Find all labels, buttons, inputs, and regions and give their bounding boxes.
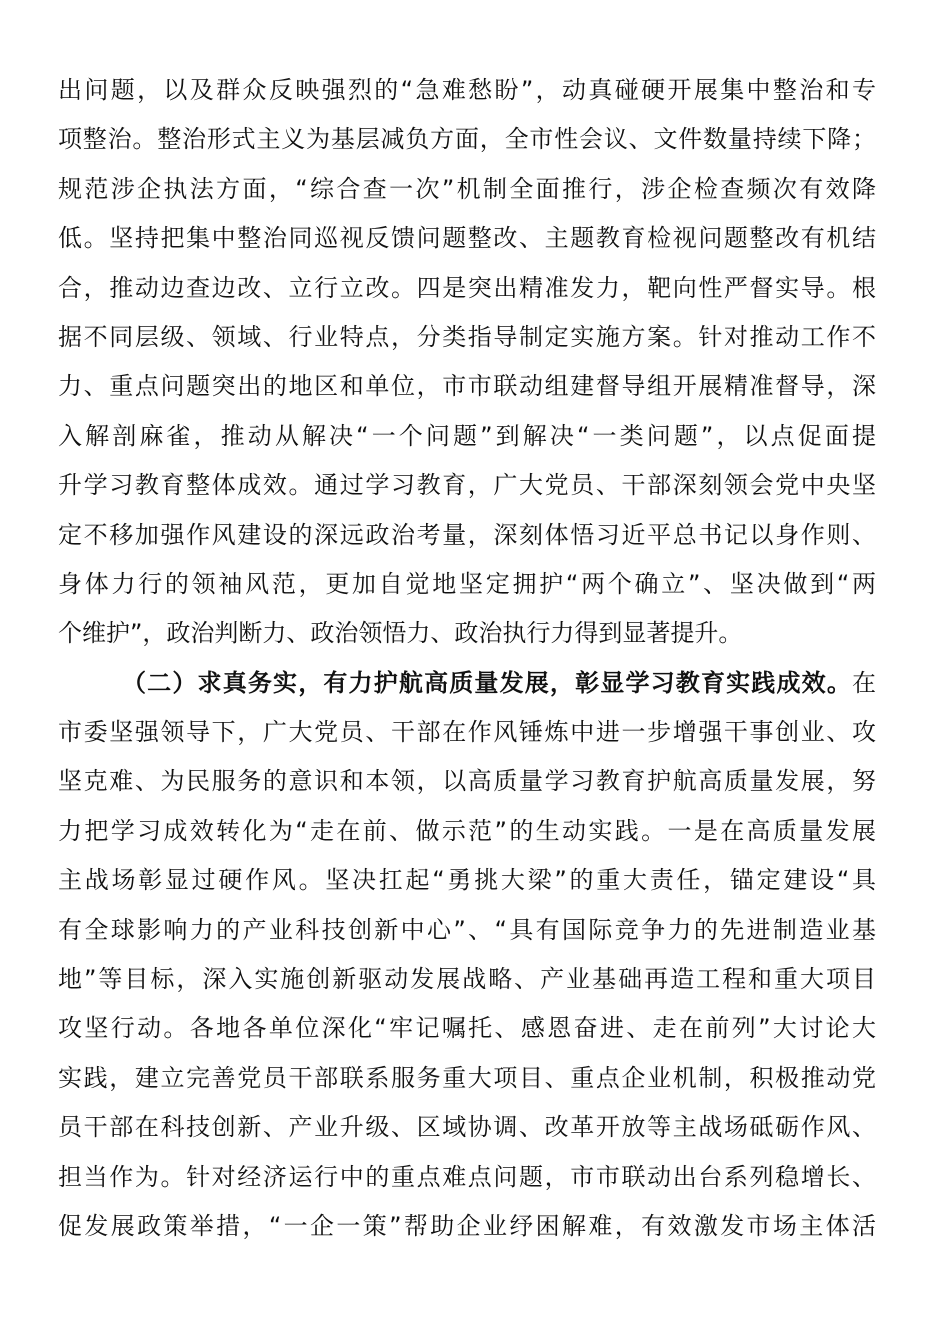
text-line: 规范涉企执法方面，“综合查一次”机制全面推行，涉企检查频次有效降 [58,174,876,203]
text-line: 升学习教育整体成效。通过学习教育，广大党员、干部深刻领会党中央坚 [58,471,876,500]
paragraph-2 [58,659,876,1252]
section-heading-line [58,659,876,708]
text-line: 定不移加强作风建设的深远政治考量，深刻体悟习近平总书记以身作则、 [58,520,876,549]
text-line: 出问题，以及群众反映强烈的“急难愁盼”，动真碰硬开展集中整治和专 [58,76,876,104]
text-line: 实践，建立完善党员干部联系服务重大项目、重点企业机制，积极推动党 [58,1063,876,1092]
text-line: 个维护”，政治判断力、政治领悟力、政治执行力得到显著提升。 [58,619,743,648]
paragraph-1 [58,66,876,659]
text-line: 攻坚行动。各地各单位深化“牢记嘱托、感恩奋进、走在前列”大讨论大 [58,1014,876,1043]
text-line: 身体力行的领袖风范，更加自觉地坚定拥护“两个确立”、坚决做到“两 [58,569,876,598]
text-line: 主战场彰显过硬作风。坚决扛起“勇挑大梁”的重大责任，锚定建设“具 [58,866,876,895]
text-line: 有全球影响力的产业科技创新中心”、“具有国际竞争力的先进制造业基 [58,915,876,944]
text-line: 合，推动边查边改、立行立改。四是突出精准发力，靶向性严督实导。根 [58,273,876,302]
document-body [58,66,876,1251]
text-line: 地”等目标，深入实施创新驱动发展战略、产业基础再造工程和重大项目 [58,965,876,994]
text-line: 力、重点问题突出的地区和单位，市市联动组建督导组开展精准督导，深 [58,372,876,401]
text-line: 据不同层级、领域、行业特点，分类指导制定实施方案。针对推动工作不 [58,322,876,351]
text-line: 担当作为。针对经济运行中的重点难点问题，市市联动出台系列稳增长、 [58,1162,876,1191]
text-line: 项整治。整治形式主义为基层减负方面，全市性会议、文件数量持续下降； [58,125,876,154]
text-line: 低。坚持把集中整治同巡视反馈问题整改、主题教育检视问题整改有机结 [58,224,876,253]
text-line: 力把学习成效转化为“走在前、做示范”的生动实践。一是在高质量发展 [58,816,876,845]
text-line: 促发展政策举措，“一企一策”帮助企业纾困解难，有效激发市场主体活 [58,1211,876,1240]
text-line: 入解剖麻雀，推动从解决“一个问题”到解决“一类问题”，以点促面提 [58,421,876,450]
text-line: 市委坚强领导下，广大党员、干部在作风锤炼中进一步增强干事创业、攻 [58,718,876,747]
heading-line-rest: 在 [852,668,876,697]
section-heading: （二）求真务实，有力护航高质量发展，彰显学习教育实践成效。 [122,668,852,697]
text-line: 坚克难、为民服务的意识和本领，以高质量学习教育护航高质量发展，努 [58,767,876,796]
text-line: 员干部在科技创新、产业升级、区域协调、改革开放等主战场砥砺作风、 [58,1113,876,1142]
